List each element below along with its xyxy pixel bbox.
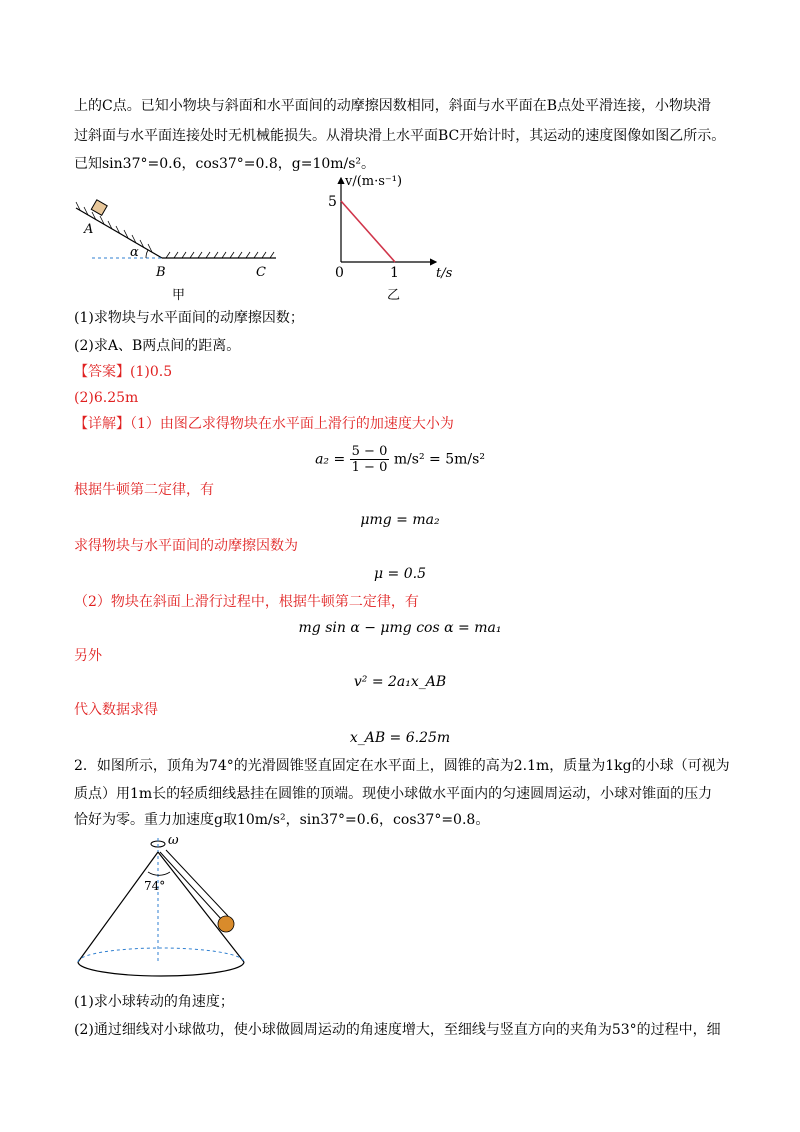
answer-tag: 【答案】 — [74, 364, 130, 380]
equation-a2 — [0, 444, 800, 475]
label-alpha: α — [130, 245, 139, 260]
vt-graph — [318, 170, 478, 282]
eq-a2-denominator: 1 − 0 — [351, 460, 388, 475]
text-also: 另外 — [74, 648, 102, 664]
omega-label: ω — [168, 833, 179, 848]
detail-line-1 — [74, 414, 454, 434]
question-1: (1)求物块与水平面间的动摩擦因数； — [74, 310, 304, 326]
problem2-question-1: (1)求小球转动的角速度； — [74, 994, 234, 1010]
problem1-intro-line-3: 已知sin37°=0.6，cos37°=0.8，g=10m/s²。 — [74, 156, 376, 172]
problem2-question-2: (2)通过细线对小球做功，使小球做圆周运动的角速度增大，至细线与竖直方向的夹角为53°的过程中，细 — [74, 1022, 721, 1038]
problem2-line-1: 2．如图所示，顶角为74°的光滑圆锥竖直固定在水平面上，圆锥的高为2.1m，质量为1kg的小球（可视为 — [74, 758, 730, 774]
x-axis-label: t/s — [436, 266, 453, 281]
eq-slope: mg sin α − μmg cos α = ma₁ — [298, 620, 502, 636]
detail-2: （2）物块在斜面上滑行过程中，根据牛顿第二定律，有 — [74, 594, 419, 610]
eq-mu: μ = 0.5 — [374, 566, 426, 582]
cone-figure — [74, 832, 264, 988]
velocity-line — [341, 201, 395, 262]
problem2-line-3: 恰好为零。重力加速度g取10m/s²，sin37°=0.6，cos37°=0.8。 — [74, 812, 490, 828]
eq-a2-lhs: a₂ = — [315, 451, 346, 468]
ball-icon — [218, 916, 234, 932]
question-2: (2)求A、B两点间的距离。 — [74, 338, 241, 354]
eq-newton: μmg = ma₂ — [360, 512, 440, 528]
label-a: A — [84, 222, 94, 237]
x-tick-1: 1 — [390, 265, 399, 281]
problem1-intro-line-2: 过斜面与水平面连接处时无机械能损失。从滑块滑上水平面BC开始计时，其运动的速度图像如图乙所示。 — [74, 128, 726, 144]
detail-tag: 【详解】 — [74, 416, 130, 432]
angle-74-label: 74° — [144, 879, 166, 893]
caption-yi: 乙 — [387, 288, 401, 303]
incline-figure — [66, 196, 286, 296]
eq-xab: x_AB = 6.25m — [349, 730, 451, 746]
label-c: C — [256, 265, 266, 280]
answer-2: (2)6.25m — [74, 390, 139, 406]
eq-v2: v² = 2a₁x_AB — [353, 674, 447, 690]
y-axis-label: v/(m·s⁻¹) — [345, 174, 403, 189]
problem2-line-2: 质点）用1m长的轻质细线悬挂在圆锥的顶端。现使小球做水平面内的匀速圆周运动，小球对锥面的压力 — [74, 786, 713, 802]
answer-1: (1)0.5 — [130, 364, 173, 380]
text-substitute: 代入数据求得 — [74, 702, 158, 718]
problem1-intro-line-1: 上的C点。已知小物块与斜面和水平面间的动摩擦因数相同，斜面与水平面在B点处平滑连接，小物块滑 — [74, 98, 711, 114]
eq-a2-numerator: 5 − 0 — [351, 444, 388, 459]
text-mu: 求得物块与水平面间的动摩擦因数为 — [74, 538, 298, 554]
origin-label: 0 — [335, 265, 344, 281]
text-newton: 根据牛顿第二定律，有 — [74, 482, 214, 498]
eq-a2-fraction — [350, 444, 390, 475]
y-tick-5: 5 — [328, 194, 337, 210]
label-b: B — [156, 265, 166, 280]
eq-a2-rhs: m/s² = 5m/s² — [393, 451, 485, 468]
answer-line — [74, 362, 172, 382]
detail-1-text: （1）由图乙求得物块在水平面上滑行的加速度大小为 — [130, 416, 454, 432]
caption-jia: 甲 — [172, 288, 186, 303]
block-icon — [91, 200, 107, 216]
